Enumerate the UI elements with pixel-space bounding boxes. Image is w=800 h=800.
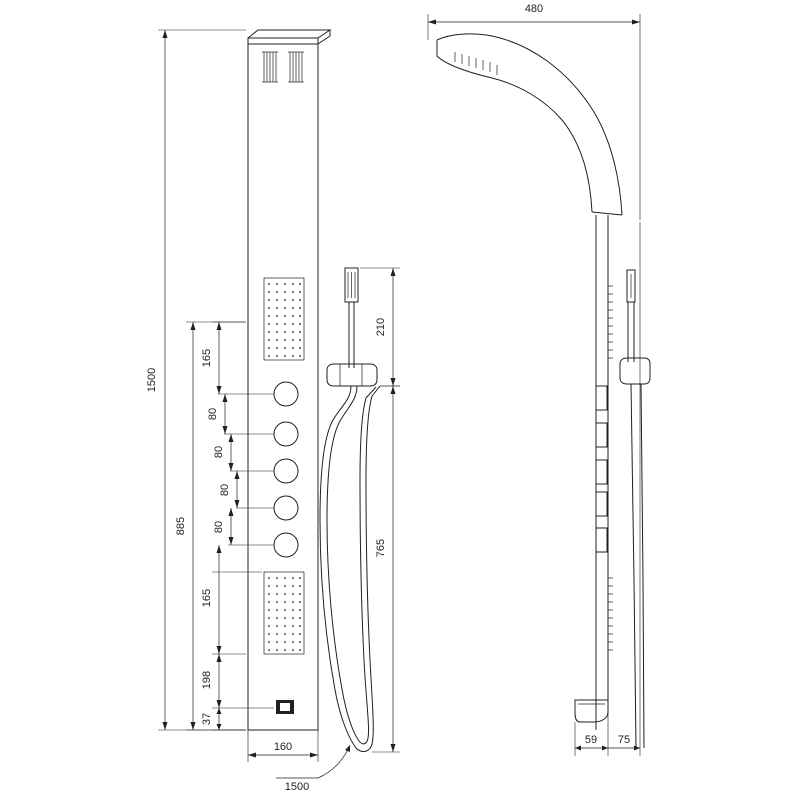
dim-1500-height-label: 1500 — [146, 367, 158, 393]
hand-shower-front — [320, 268, 380, 751]
rain-head-slots — [262, 52, 304, 82]
rain-head-nozzle-ticks — [455, 52, 497, 75]
bottom-spout — [276, 700, 294, 714]
dim-80-2-label: 80 — [213, 445, 225, 459]
dim-59-label: 59 — [584, 734, 598, 746]
lower-jet-array — [264, 572, 304, 654]
dim-80-1-label: 80 — [207, 407, 219, 421]
dim-37-label: 37 — [201, 712, 213, 726]
dim-80-3-label: 80 — [219, 483, 231, 497]
dim-1500-height-group — [146, 30, 246, 730]
dim-885-label: 885 — [175, 516, 187, 536]
side-control-knobs — [596, 386, 607, 552]
side-hand-shower — [617, 270, 650, 748]
dim-160-group — [248, 730, 318, 762]
dim-198-label: 198 — [201, 670, 213, 690]
upper-jet-array — [264, 278, 304, 360]
side-spout — [575, 700, 608, 722]
dim-165-upper-label: 165 — [201, 348, 213, 368]
dim-480-label: 480 — [524, 3, 544, 15]
side-jet-ticks — [608, 286, 613, 650]
dim-80-4-label: 80 — [213, 520, 225, 534]
dim-165-lower-label: 165 — [201, 588, 213, 608]
dim-885-group — [175, 322, 246, 730]
dim-210-label: 210 — [375, 317, 387, 337]
dim-480-group — [428, 3, 640, 220]
front-view-panel — [248, 30, 330, 730]
dim-160-label: 160 — [273, 741, 293, 753]
dim-75-label: 75 — [617, 734, 631, 746]
dim-765-group — [372, 386, 400, 752]
dim-210-group — [360, 268, 400, 386]
dim-1500-hose-label: 1500 — [284, 781, 310, 793]
segment-dim-chain — [201, 322, 274, 730]
side-view-panel — [437, 34, 650, 748]
dim-765-label: 765 — [375, 538, 387, 558]
control-knobs — [274, 382, 298, 557]
